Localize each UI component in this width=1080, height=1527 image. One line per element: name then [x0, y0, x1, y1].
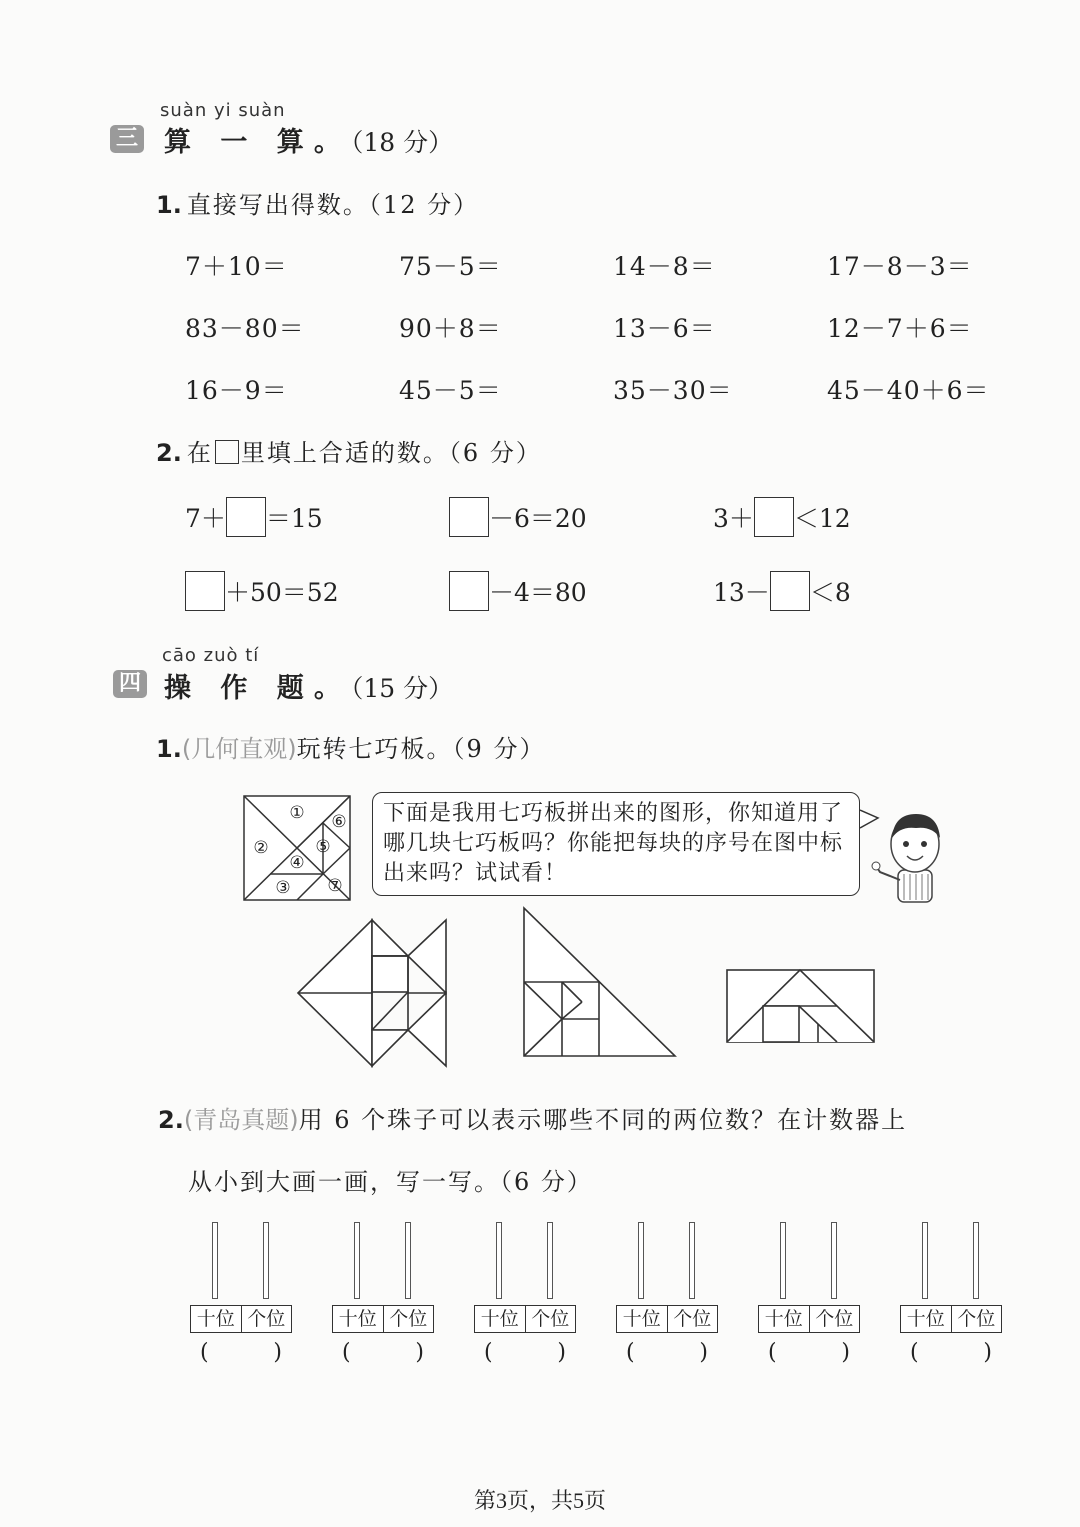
tangram-reference [243, 795, 351, 901]
abacus-counter[interactable] [332, 1222, 434, 1367]
s4-q2-text-line1: 用 6 个珠子可以表示哪些不同的两位数？在计数器上 [298, 1106, 908, 1134]
s3-q2-heading [156, 433, 542, 468]
answer-box[interactable] [185, 571, 225, 611]
answer-parentheses[interactable]: ( ) [626, 1340, 708, 1365]
fill-item [185, 571, 339, 611]
answer-parentheses[interactable]: ( ) [910, 1340, 992, 1365]
calc-item: 14－8＝ [613, 252, 716, 281]
calc-item: 35－30＝ [613, 376, 733, 405]
s3-q1-number: 1. [156, 191, 182, 219]
ones-rod[interactable] [831, 1222, 837, 1299]
answer-box[interactable] [754, 497, 794, 537]
s3-q2-number: 2. [156, 439, 182, 467]
fill-post: ＜8 [809, 578, 851, 607]
tens-rod[interactable] [780, 1222, 786, 1299]
page-footer: 第3页，共5页 [473, 1488, 606, 1513]
tens-rod[interactable] [212, 1222, 218, 1299]
answer-box[interactable] [449, 571, 489, 611]
piece-label: ⑤ [315, 837, 331, 857]
calc-item: 45－40＋6＝ [827, 376, 990, 405]
place-value-label: 十位 个位 [616, 1305, 718, 1333]
calc-item: 17－8－3＝ [827, 252, 973, 281]
answer-box[interactable] [226, 497, 266, 537]
tangram-fish [296, 918, 448, 1068]
s4-q2-tag: (青岛真题) [183, 1106, 299, 1134]
answer-parentheses[interactable]: ( ) [342, 1340, 424, 1365]
s4-q2-text-line2: 从小到大画一画，写一写。（6 分） [188, 1168, 593, 1196]
tens-rod[interactable] [922, 1222, 928, 1299]
ones-rod[interactable] [973, 1222, 979, 1299]
abacus-counter[interactable] [900, 1222, 1002, 1367]
abacus-counter[interactable] [190, 1222, 292, 1367]
fill-item [449, 571, 587, 611]
section3-score: （18 分） [350, 128, 454, 157]
fill-item [713, 571, 851, 611]
s4-q1-text: 玩转七巧板。（9 分） [296, 735, 546, 763]
place-value-label: 十位 个位 [758, 1305, 860, 1333]
tangram-rectangle [725, 968, 876, 1044]
fill-post: －6＝20 [489, 504, 587, 533]
abacus-counter[interactable] [616, 1222, 718, 1367]
s3-q1-heading [156, 185, 479, 220]
tens-rod[interactable] [638, 1222, 644, 1299]
place-value-label: 十位 个位 [190, 1305, 292, 1333]
answer-parentheses[interactable]: ( ) [200, 1340, 282, 1365]
fill-post: ＜12 [793, 504, 851, 533]
s4-q1-number: 1. [156, 735, 182, 763]
piece-label: ③ [275, 878, 291, 898]
s4-q1-heading [156, 729, 545, 764]
place-value-label: 十位 个位 [474, 1305, 576, 1333]
answer-parentheses[interactable]: ( ) [768, 1340, 850, 1365]
calc-item: 12－7＋6＝ [827, 314, 973, 343]
answer-box[interactable] [770, 571, 810, 611]
fill-item [713, 497, 851, 537]
answer-parentheses[interactable]: ( ) [484, 1340, 566, 1365]
tangram-triangle [522, 906, 677, 1058]
fill-pre: 7＋ [185, 504, 226, 533]
answer-box[interactable] [449, 497, 489, 537]
place-value-label: 十位 个位 [900, 1305, 1002, 1333]
calc-item: 90＋8＝ [399, 314, 502, 343]
s3-q2-text-before: 在 [186, 439, 213, 467]
place-value-label: 十位 个位 [332, 1305, 434, 1333]
blank-box-icon [215, 440, 239, 464]
piece-label: ⑥ [331, 812, 347, 832]
section4-badge: 四 [113, 670, 147, 698]
ones-rod[interactable] [547, 1222, 553, 1299]
section3-dot: 。 [313, 127, 351, 158]
speech-bubble: 下面是我用七巧板拼出来的图形，你知道用了哪几块七巧板吗？你能把每块的序号在图中标出来吗？试试看！ [372, 792, 860, 896]
fill-pre: 13－ [713, 578, 770, 607]
s4-q2-number: 2. [158, 1106, 184, 1134]
calc-item: 16－9＝ [185, 376, 288, 405]
piece-label: ① [289, 803, 305, 823]
section3-pinyin: suàn yi suàn [160, 100, 286, 121]
section3-badge: 三 [110, 125, 144, 153]
section3-title: 算 一 算 [164, 127, 314, 158]
section4-dot: 。 [313, 673, 351, 704]
abacus-counter[interactable] [474, 1222, 576, 1367]
section4-heading [164, 666, 453, 705]
piece-label: ⑦ [327, 876, 343, 896]
ones-rod[interactable] [689, 1222, 695, 1299]
fill-item [185, 497, 323, 537]
calc-item: 83－80＝ [185, 314, 305, 343]
fill-post: ＝15 [265, 504, 323, 533]
s4-q2-heading [158, 1100, 907, 1135]
tens-rod[interactable] [354, 1222, 360, 1299]
abacus-counter[interactable] [758, 1222, 860, 1367]
s3-q1-text: 直接写出得数。（12 分） [186, 191, 480, 219]
section4-score: （15 分） [350, 674, 454, 703]
ones-rod[interactable] [405, 1222, 411, 1299]
piece-label: ④ [289, 853, 305, 873]
boy-character-icon [870, 800, 950, 905]
s4-q1-tag: (几何直观) [181, 735, 297, 763]
section4-pinyin: cāo zuò tí [162, 645, 260, 666]
calc-item: 13－6＝ [613, 314, 716, 343]
calc-item: 7＋10＝ [185, 252, 288, 281]
fill-pre: 3＋ [713, 504, 754, 533]
piece-label: ② [253, 838, 269, 858]
s3-q2-text-after: 里填上合适的数。（6 分） [240, 439, 542, 467]
fill-item [449, 497, 587, 537]
calc-item: 45－5＝ [399, 376, 502, 405]
ones-rod[interactable] [263, 1222, 269, 1299]
section4-title: 操 作 题 [164, 673, 314, 704]
calc-item: 75－5＝ [399, 252, 502, 281]
tens-rod[interactable] [496, 1222, 502, 1299]
fill-post: －4＝80 [489, 578, 587, 607]
fill-post: ＋50＝52 [225, 578, 339, 607]
section3-heading [164, 120, 453, 159]
